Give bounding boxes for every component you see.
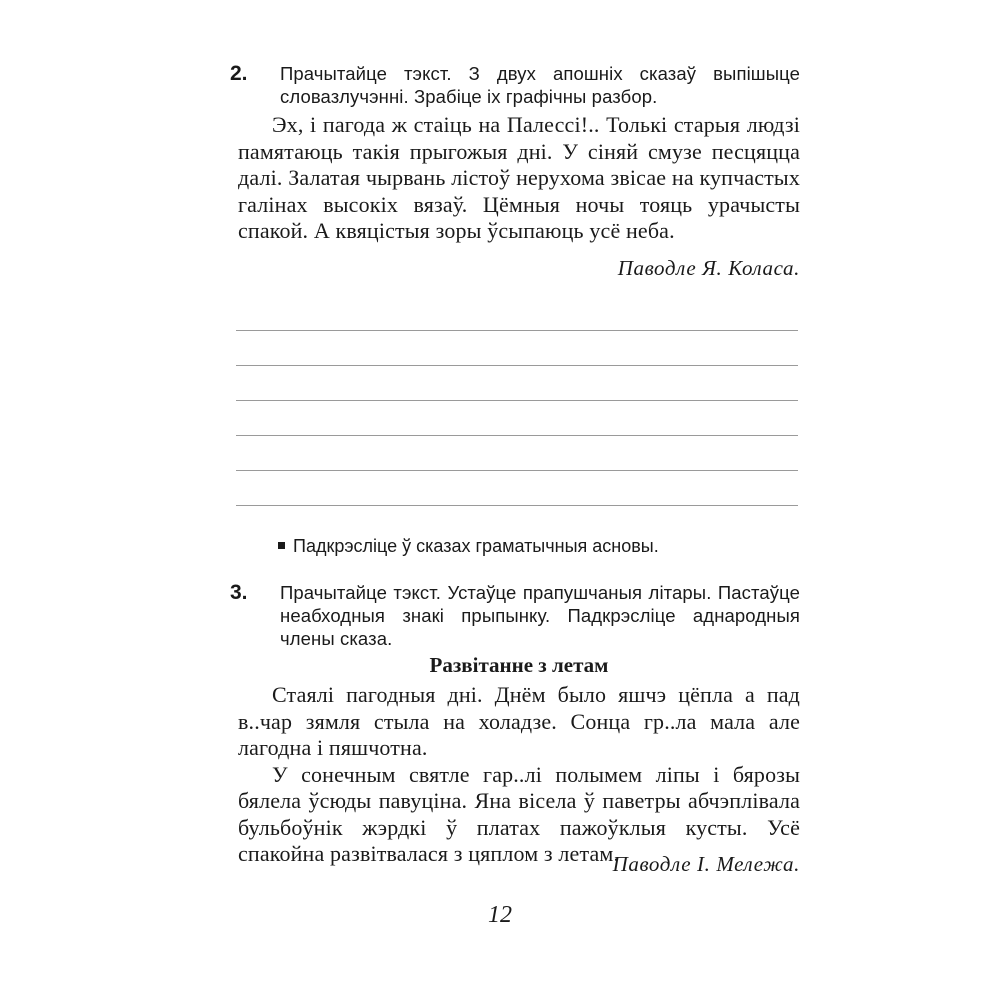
writing-line[interactable]	[236, 331, 798, 366]
task-2-number: 2.	[230, 62, 248, 85]
task-3-instruction: Прачытайце тэкст. Устаўце прапушчаныя літары. Пастаўце неабходныя знакі прыпынку. Падкрэсліце аднародныя члены сказа.	[280, 582, 800, 649]
writing-lines	[236, 296, 798, 506]
writing-line[interactable]	[236, 471, 798, 506]
task-3-text	[238, 682, 800, 868]
task-2-author: Паводле Я. Коласа.	[617, 256, 800, 280]
task-2-text	[238, 112, 800, 245]
bullet-square-icon	[278, 542, 285, 549]
writing-line[interactable]	[236, 436, 798, 471]
task-2-paragraph: Эх, і пагода ж стаіць на Палессі!.. Толькі старыя людзі памятаюць такія прыгожыя дні. У сіняй смузе песцяцца далі. Залатая чырвань лістоў нерухома звісае на купчастых галінах высокіх вязаў. Цёмныя ночы тояць урачысты спакой. А квяцістыя зоры ўсыпаюць усё неба.	[238, 112, 800, 243]
task-3-title: Развітанне з летам	[429, 653, 609, 677]
task-3	[230, 581, 800, 650]
writing-line[interactable]	[236, 366, 798, 401]
task-2-note-text: Падкрэсліце ў сказах граматычныя асновы.	[293, 536, 659, 556]
task-2	[230, 62, 800, 108]
task-3-paragraph-1: Стаялі пагодныя дні. Днём было яшчэ цёпла а пад в..чар зямля стыла на холадзе. Сонца гр..ла мала але лагодна і пяшчотна.	[238, 682, 800, 760]
task-2-instruction: Прачытайце тэкст. З двух апошніх сказаў выпішыце словазлучэнні. Зрабіце іх графічны разбор.	[280, 63, 800, 107]
task-3-number: 3.	[230, 581, 248, 604]
task-3-author: Паводле І. Мележа.	[612, 852, 800, 876]
page-number: 12	[488, 902, 512, 928]
writing-line[interactable]	[236, 296, 798, 331]
writing-line[interactable]	[236, 401, 798, 436]
task-2-note	[278, 536, 659, 557]
task-3-paragraph-2: У сонечным святле гар..лі полымем ліпы і бярозы бялела ўсюды павуціна. Яна вісела ў паветры абчэплівала бульбоўнік жэрдкі ў платах пажоўклыя кусты. Усё спакойна развітвалася з цяплом з летам.	[238, 761, 800, 866]
